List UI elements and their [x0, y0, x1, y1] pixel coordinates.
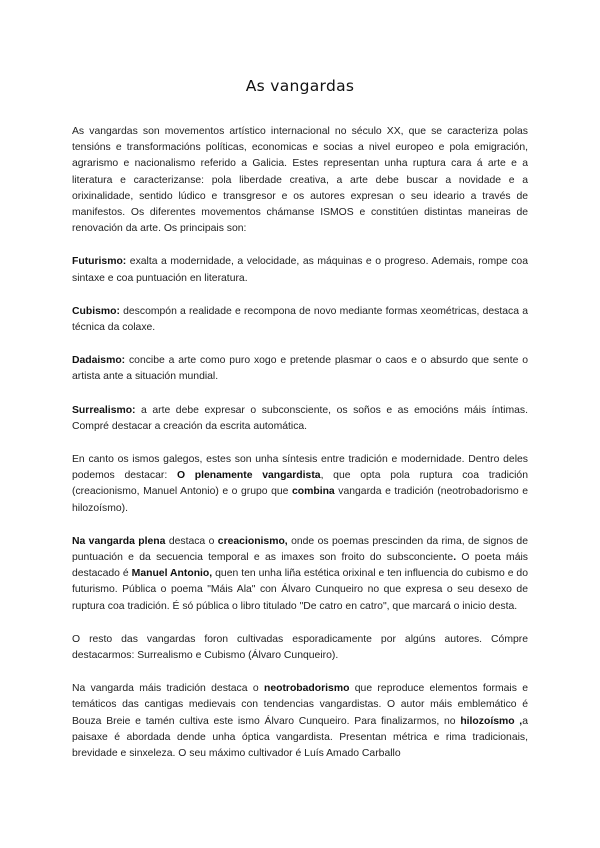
text-run: onde os poemas prescinden da rima, de signos de puntuación e da secuencia temporal e as imaxes son froito do subsconciente: [72, 535, 528, 564]
document-body: [72, 124, 528, 779]
movement-name: Surrealismo:: [72, 404, 136, 416]
text-run: destaca o: [165, 535, 218, 547]
movement-description: concibe a arte como puro xogo e pretende plasmar o caos e o absurdo que sente o artista ante a situación mundial.: [72, 355, 528, 383]
movement-description: a arte debe expresar o subconsciente, os soños e as emocións máis íntimas. Compré destacar a creación da escrita automática.: [72, 404, 528, 432]
bold-term: Na vangarda plena: [72, 535, 166, 547]
movement-name: Futurismo:: [72, 256, 127, 268]
bold-term: combina: [291, 486, 335, 498]
intro-paragraph: As vangardas son movementos artístico internacional no século XX, que se caracteriza polas tensións e transformacións políticas, economicas e socias a nivel europeo e pola emigración, agrarismo e nacionalismo referido a Galicia. Estes representan unha ruptura cara á arte e a literatura e caracterizanse: pola liberdade creativa, a arte debe buscar a novidade e a orixinalidade, sentido lúdico e transgresor e os autores expresan o seu ideario a través de manifestos. Os diferentes movementos chámanse ISMOS e constitúen distintas maneiras de renovación da arte. Os principais son:: [72, 126, 528, 235]
futurismo-paragraph: [72, 254, 528, 286]
movement-name: Cubismo:: [72, 305, 120, 317]
text-run: a paisaxe é abordada dende unha óptica vangardista. Presentan métrica e rima tradicionais, brevidade e sinxeleza. O seu máximo cultivador é Luís Amado Carballo: [72, 715, 528, 760]
text-run: quen ten unha liña estética orixinal e ten influencia do cubismo e do futurismo. Pública o poema "Máis Ala" con Álvaro Cunqueiro no que expresa o seu desexo de ruptura coa tradición. É só pública o libro titulado "De catro en catro", que marcará o inicio desta.: [72, 568, 528, 612]
bold-term: Manuel Antonio,: [131, 568, 213, 580]
surrealismo-paragraph: [72, 403, 528, 435]
page-title: As vangardas: [245, 77, 355, 95]
tradition-paragraph: [72, 681, 528, 762]
bold-term: O plenamente vangardista: [176, 470, 321, 482]
cubismo-paragraph: [72, 304, 528, 336]
galician-isms-paragraph: [72, 452, 528, 517]
text-run: Na vangarda máis tradición destaca o: [72, 683, 264, 695]
text-run: , que opta pola ruptura coa tradición (creacionismo, Manuel Antonio) e o grupo que: [72, 470, 528, 498]
movement-description: descompón a realidade e recompona de novo mediante formas xeométricas, destaca a técnica da colaxe.: [72, 305, 528, 334]
vangarda-plena-paragraph: [72, 534, 528, 615]
bold-term: .: [453, 552, 457, 564]
bold-term: hilozoísmo ,: [460, 715, 523, 727]
movement-description: exalta a modernidade, a velocidade, as máquinas e o progreso. Ademais, rompe coa sintaxe e coa puntuación en literatura.: [72, 256, 528, 284]
text-run: vangarda e tradición (neotrobadorismo e hilozoísmo).: [72, 486, 528, 514]
text-run: que reproduce elementos formais e temáticos das cantigas medievais con tendencias vangardistas. O autor máis emblemático é Bouza Breie e tamén cultiva este ismo Álvaro Cunqueiro. Para finalizarmos, no: [72, 683, 528, 727]
text-run: O poeta máis destacado é: [72, 552, 528, 580]
bold-term: creacionismo,: [217, 535, 288, 547]
dadaismo-paragraph: [72, 353, 528, 385]
rest-paragraph: O resto das vangardas foron cultivadas esporadicamente por algúns autores. Cómpre destacarmos: Surrealismo e Cubismo (Álvaro Cunqueiro).: [72, 633, 528, 662]
text-run: En canto os ismos galegos, estes son unha síntesis entre tradición e modernidade. Dentro deles podemos destacar:: [72, 454, 528, 482]
bold-term: neotrobadorismo: [263, 683, 350, 695]
movement-name: Dadaismo:: [72, 355, 126, 367]
